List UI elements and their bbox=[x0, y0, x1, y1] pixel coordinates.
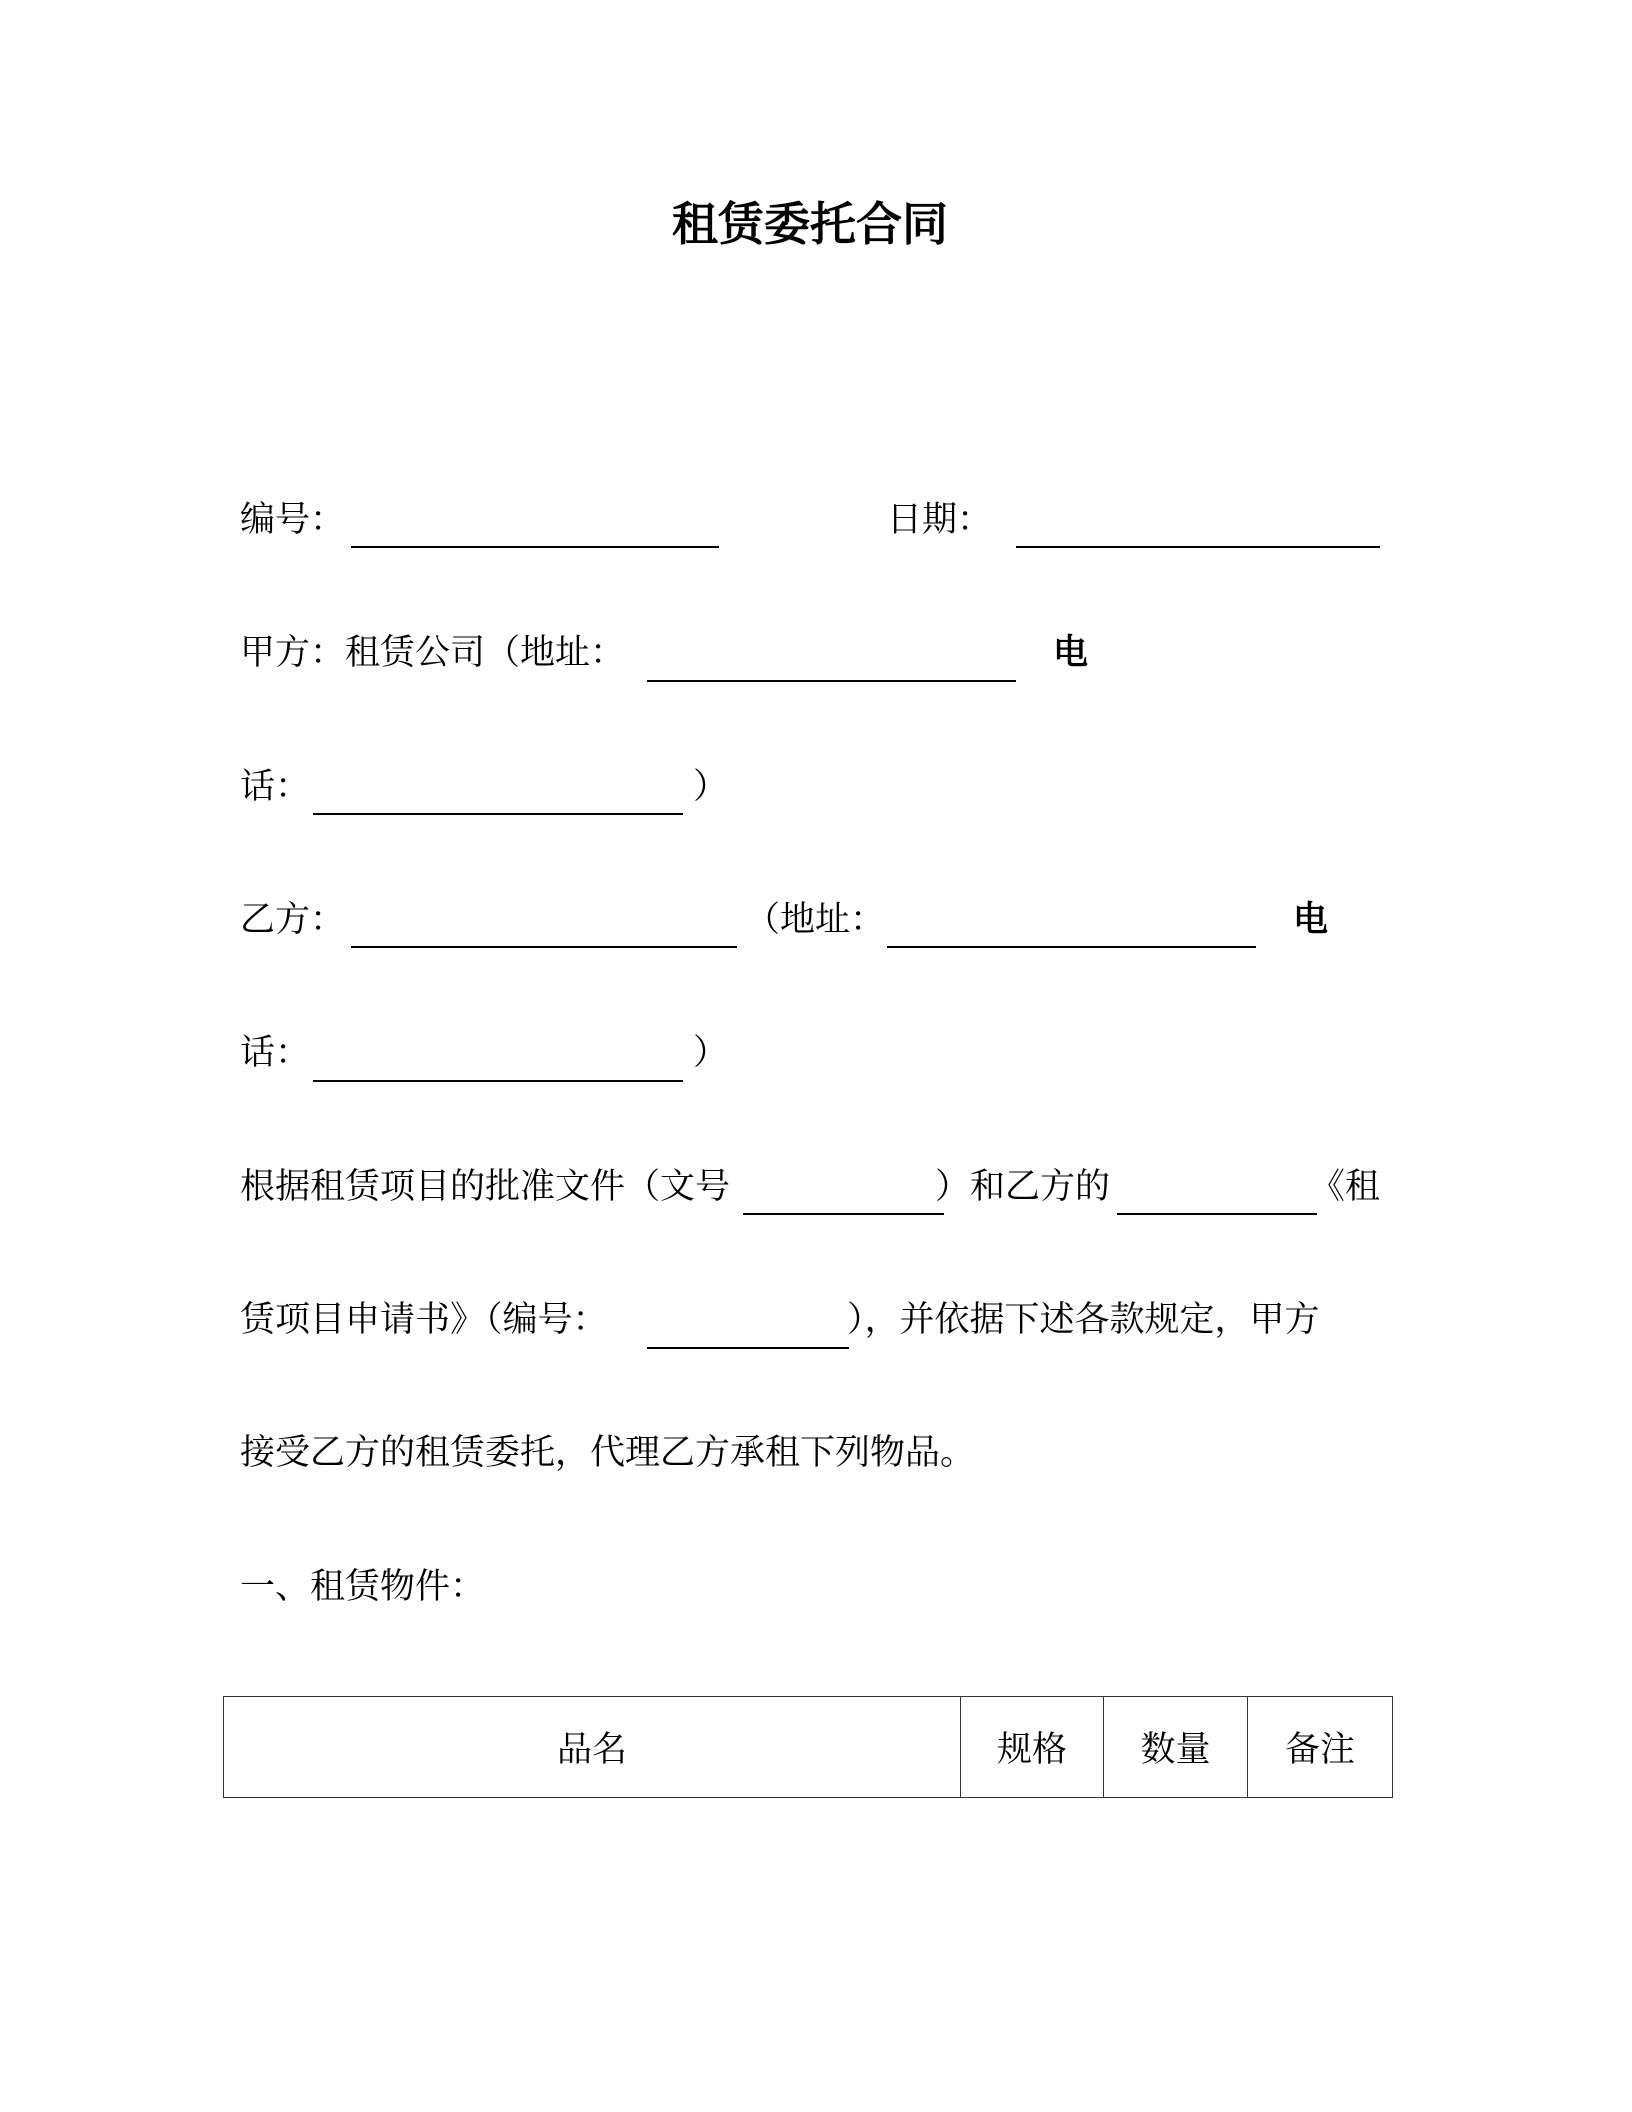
party-a-phone-char: 电 bbox=[1053, 633, 1089, 673]
body-line3: 接受乙方的租赁委托，代理乙方承租下列物品。 bbox=[240, 1433, 976, 1473]
rental-items-table bbox=[223, 1696, 1393, 1798]
header-quantity: 数量 bbox=[1104, 1697, 1248, 1798]
party-b-label: 乙方： bbox=[240, 900, 346, 940]
header-item-name: 品名 bbox=[224, 1697, 961, 1798]
party-b-phone-char: 电 bbox=[1293, 900, 1329, 940]
number-label: 编号： bbox=[240, 500, 346, 540]
close-paren: ） bbox=[693, 1033, 729, 1073]
body-line2-b: ），并依据下述各款规定，甲方 bbox=[847, 1300, 1320, 1340]
party-b-name-blank[interactable] bbox=[351, 946, 737, 948]
date-label: 日期： bbox=[887, 500, 993, 540]
body-line1-b: ）和乙方的 bbox=[935, 1167, 1111, 1207]
body-line2-a: 赁项目申请书》（编号： bbox=[240, 1300, 608, 1340]
party-a-phone-blank[interactable] bbox=[313, 813, 683, 815]
body-line1-a: 根据租赁项目的批准文件（文号 bbox=[240, 1167, 731, 1207]
table-header-row bbox=[224, 1697, 1393, 1798]
party-a-address-blank[interactable] bbox=[647, 680, 1016, 682]
section-heading-1: 一、租赁物件： bbox=[240, 1567, 486, 1607]
close-paren: ） bbox=[693, 767, 729, 807]
party-a-label: 甲方：租赁公司（地址： bbox=[240, 633, 626, 673]
header-spec: 规格 bbox=[961, 1697, 1104, 1798]
application-number-blank[interactable] bbox=[647, 1347, 849, 1349]
party-b-address-label: （地址： bbox=[745, 900, 886, 940]
party-b-blank[interactable] bbox=[1117, 1213, 1317, 1215]
party-b-phone-label: 话： bbox=[240, 1033, 311, 1073]
number-blank[interactable] bbox=[351, 546, 719, 548]
document-title: 租赁委托合同 bbox=[672, 197, 948, 251]
header-remarks: 备注 bbox=[1248, 1697, 1393, 1798]
party-a-phone-label: 话： bbox=[240, 767, 311, 807]
party-b-address-blank[interactable] bbox=[887, 946, 1256, 948]
body-line1-c: 《租 bbox=[1310, 1167, 1381, 1207]
document-number-blank[interactable] bbox=[743, 1213, 944, 1215]
date-blank[interactable] bbox=[1016, 546, 1380, 548]
party-b-phone-blank[interactable] bbox=[313, 1080, 683, 1082]
